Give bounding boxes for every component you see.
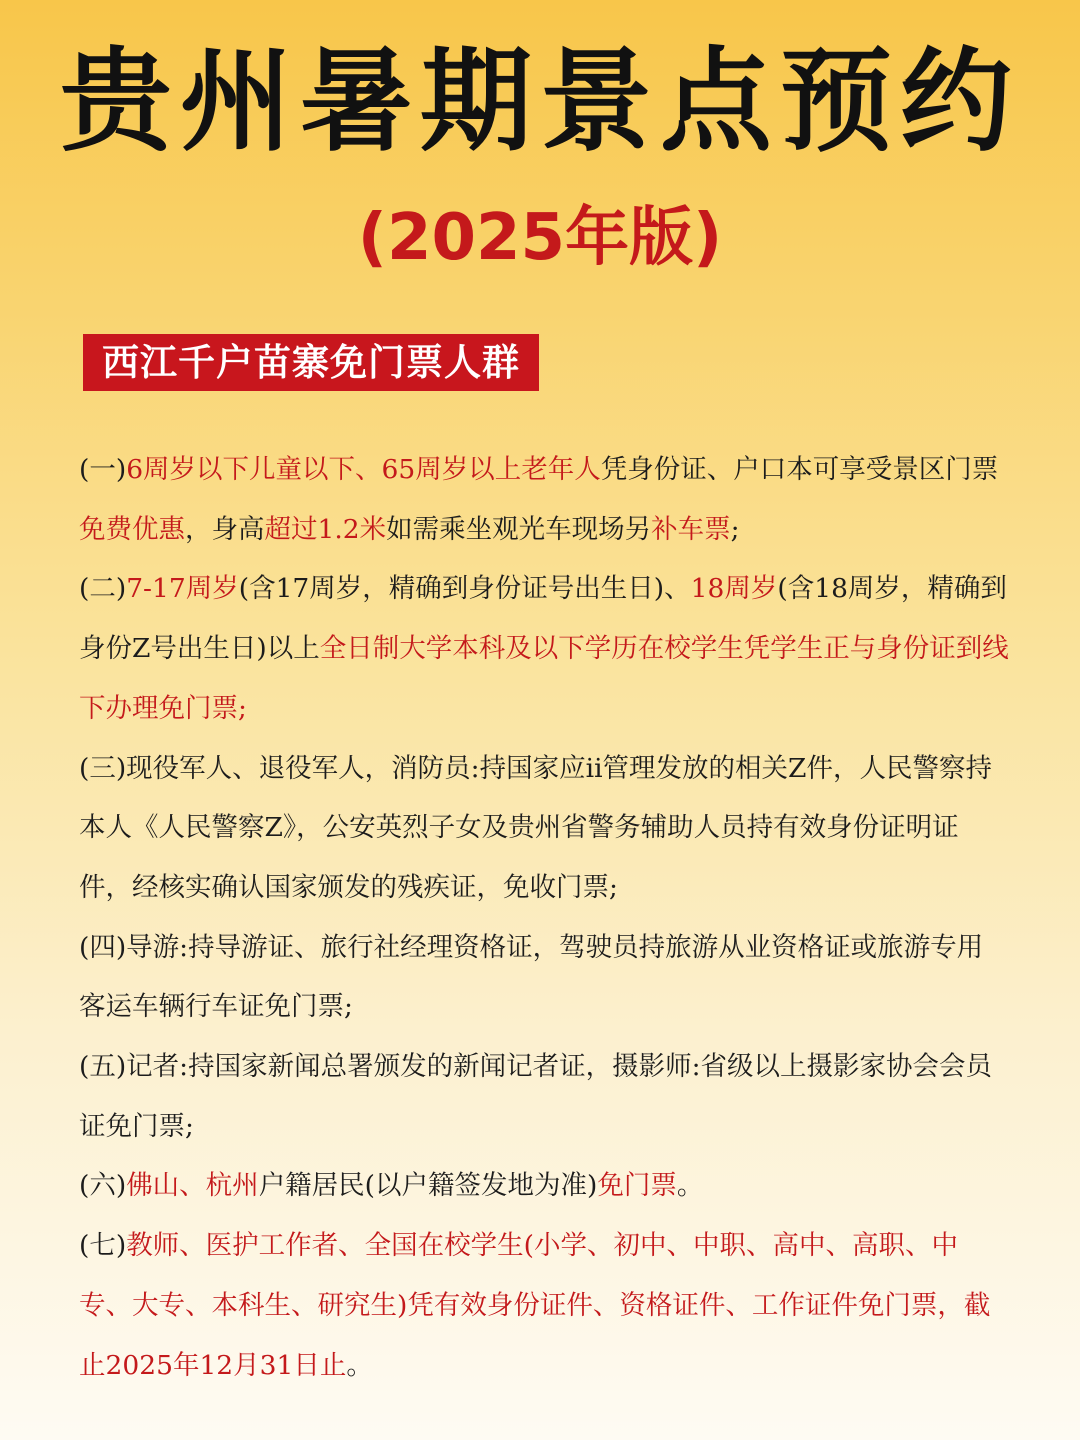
exemption-item-2 <box>79 559 1009 738</box>
item-7-seg-1: (七) <box>79 1230 127 1262</box>
item-5-seg-1: (五)记者:持国家新闻总署颁发的新闻记者证，摄影师:省级以上摄影家协会会员证免门票; <box>79 1051 993 1142</box>
item-1-seg-5: ，身高 <box>185 513 265 545</box>
item-2-seg-1: (二) <box>79 573 127 605</box>
item-6-seg-3: 户籍居民(以户籍签发地为准) <box>258 1170 598 1202</box>
item-6-seg-5: 。 <box>676 1170 704 1202</box>
exemption-item-1 <box>79 440 1009 559</box>
page-title: 贵州暑期景点预约 <box>60 37 1020 167</box>
item-7-seg-3: 。 <box>346 1349 373 1381</box>
item-4-seg-1: (四)导游:持导游证、旅行社经理资格证，驾驶员持旅游从业资格证或旅游专用客运车辆行车证免门票; <box>79 931 984 1023</box>
exemption-list <box>79 440 1009 1395</box>
exemption-item-4 <box>79 918 1009 1037</box>
item-1-seg-3: 凭身份证、户口本可享受景区门票 <box>600 454 999 485</box>
item-2-seg-2: 7-17周岁 <box>126 573 239 605</box>
page-subtitle: (2025年版) <box>357 201 723 275</box>
section-title-tag: 西江千户苗寨免门票人群 <box>83 334 539 391</box>
item-1-seg-7: 如需乘坐观光车现场另 <box>386 513 652 545</box>
item-1-seg-2: 6周岁以下儿童以下、65周岁以上老年人 <box>126 454 601 485</box>
item-1-seg-6: 超过1.2米 <box>264 513 387 545</box>
exemption-item-5 <box>79 1037 1009 1156</box>
item-6-seg-1: (六) <box>79 1170 127 1202</box>
item-6-seg-4: 免门票 <box>597 1170 677 1202</box>
exemption-item-3 <box>79 739 1009 918</box>
item-3-seg-1: (三)现役军人、退役军人，消防员:持国家应ii管理发放的相关Z件，人民警察持本人《人民警察Z》，公安英烈子女及贵州省警务辅助人员持有效身份证明证件，经核实确认国家颁发的残疾证，免收门票; <box>79 752 992 903</box>
item-7-seg-2: 教师、医护工作者、全国在校学生(小学、初中、中职、高中、高职、中专、大专、本科生、研究生)凭有效身份证件、资格证件、工作证件免门票，截止2025年12月31日止 <box>79 1230 991 1381</box>
exemption-item-7 <box>79 1216 1009 1395</box>
exemption-item-6 <box>79 1156 1009 1216</box>
item-2-seg-3: (含17周岁，精确到身份证号出生日)、 <box>238 573 691 605</box>
item-6-seg-2: 佛山、杭州 <box>126 1170 259 1202</box>
item-2-seg-5: (含18周岁，精确到身份Z号出生日)以上 <box>79 573 1007 665</box>
item-1-seg-4: 免费优惠 <box>79 513 185 545</box>
item-1-seg-8: 补车票 <box>651 513 731 545</box>
item-2-seg-6: 全日制大学本科及以下学历在校学生凭学生正与身份证到线下办理免门票; <box>79 633 1009 724</box>
item-2-seg-4: 18周岁 <box>690 573 778 605</box>
item-1-seg-1: (一) <box>79 454 127 485</box>
item-1-seg-9: ; <box>730 513 740 545</box>
